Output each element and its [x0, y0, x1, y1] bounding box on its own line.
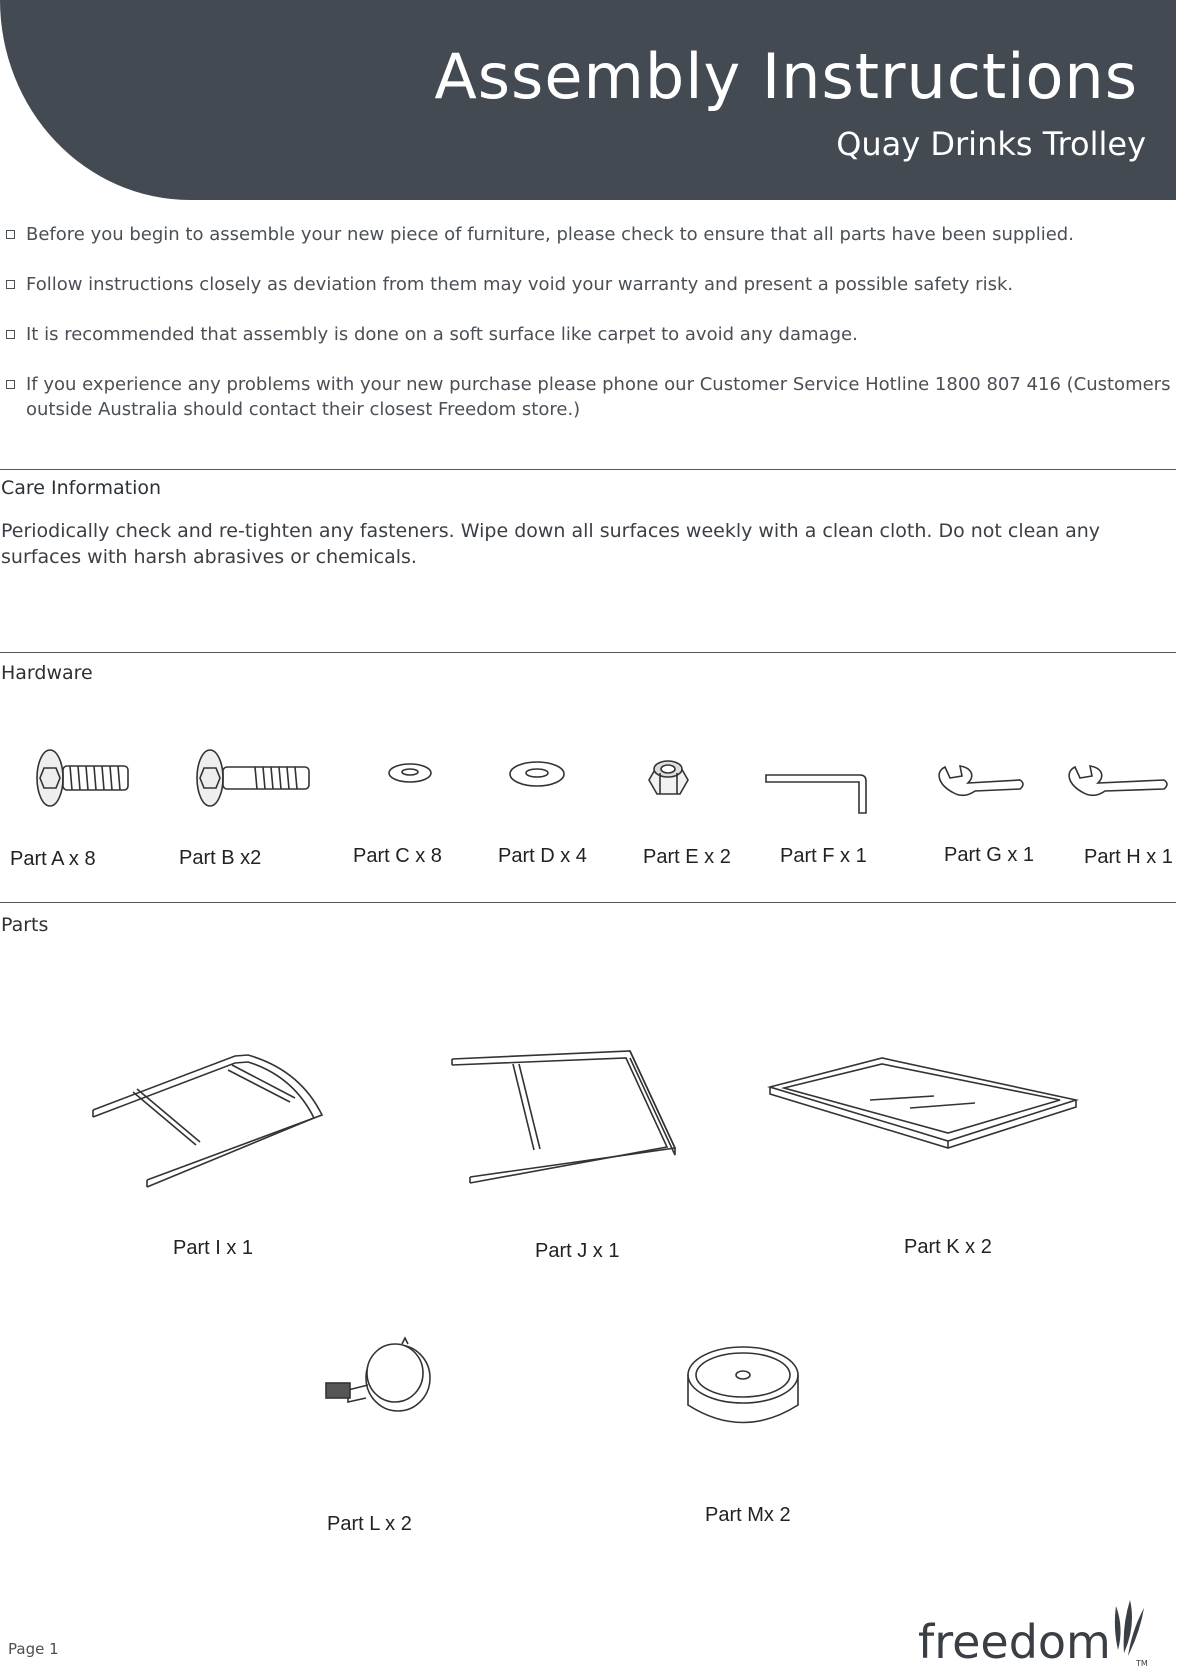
part-c-label: Part C x 8 [353, 845, 442, 867]
square-bullet-icon [6, 230, 15, 239]
part-m-label: Part Mx 2 [705, 1504, 791, 1526]
leaf-logo-icon [1115, 1600, 1144, 1656]
part-l-label: Part L x 2 [327, 1513, 412, 1535]
list-item [6, 272, 1176, 297]
hardware-heading: Hardware [1, 662, 93, 684]
bullet-text: It is recommended that assembly is done on a soft surface like carpet to avoid any damage. [26, 324, 858, 345]
part-l-castor-icon [326, 1338, 430, 1411]
part-j-frame-icon [452, 1051, 675, 1183]
page-title: Assembly Instructions [434, 40, 1138, 113]
trademark-text: TM [1136, 1659, 1148, 1668]
part-b-bolt-icon [197, 750, 309, 806]
parts-illustrations [0, 1040, 1181, 1500]
part-h-wrench-icon [1069, 766, 1167, 795]
freedom-logo [918, 1598, 1153, 1670]
square-bullet-icon [6, 380, 15, 389]
part-k-label: Part K x 2 [904, 1236, 992, 1258]
logo-text: freedom [918, 1615, 1111, 1669]
part-g-label: Part G x 1 [944, 844, 1035, 866]
page-number: Page 1 [8, 1640, 59, 1658]
part-h-label: Part H x 1 [1084, 846, 1173, 868]
part-a-label: Part A x 8 [10, 848, 96, 870]
list-item [6, 222, 1176, 247]
intro-list [6, 222, 1176, 447]
care-text: Periodically check and re-tighten any fasteners. Wipe down all surfaces weekly with a clean cloth. Do not clean any surfaces with harsh abrasives or chemicals. [1, 520, 1100, 568]
square-bullet-icon [6, 330, 15, 339]
part-d-washer-icon [510, 762, 564, 786]
divider [0, 469, 1176, 470]
hardware-illustrations [0, 740, 1181, 820]
divider [0, 902, 1176, 903]
part-k-shelf-icon [770, 1058, 1076, 1148]
square-bullet-icon [6, 280, 15, 289]
parts-heading: Parts [1, 914, 49, 936]
part-g-wrench-icon [939, 766, 1023, 795]
part-f-label: Part F x 1 [780, 845, 867, 867]
part-f-allen-key-icon [766, 775, 866, 813]
part-c-washer-icon [389, 764, 431, 782]
part-i-frame-icon [93, 1055, 322, 1187]
bullet-text: Before you begin to assemble your new piece of furniture, please check to ensure that all parts have been supplied. [26, 224, 1074, 245]
part-j-label: Part J x 1 [535, 1240, 620, 1262]
part-e-nut-icon [649, 761, 688, 794]
product-name: Quay Drinks Trolley [836, 125, 1146, 163]
list-item [6, 322, 1176, 347]
bullet-text: If you experience any problems with your new purchase please phone our Customer Service Hotline 1800 807 416 (Customers outside Australia should contact their closest Freedom store.) [26, 374, 1171, 420]
bullet-text: Follow instructions closely as deviation from them may void your warranty and present a possible safety risk. [26, 274, 1014, 295]
part-m-disc-icon [688, 1347, 798, 1423]
header-banner [0, 0, 1176, 200]
part-i-label: Part I x 1 [173, 1237, 254, 1259]
divider [0, 652, 1176, 653]
part-a-bolt-icon [37, 750, 128, 806]
part-b-label: Part B x2 [179, 847, 262, 869]
care-heading: Care Information [1, 477, 162, 499]
part-d-label: Part D x 4 [498, 845, 587, 867]
list-item [6, 372, 1176, 422]
part-e-label: Part E x 2 [643, 846, 731, 868]
